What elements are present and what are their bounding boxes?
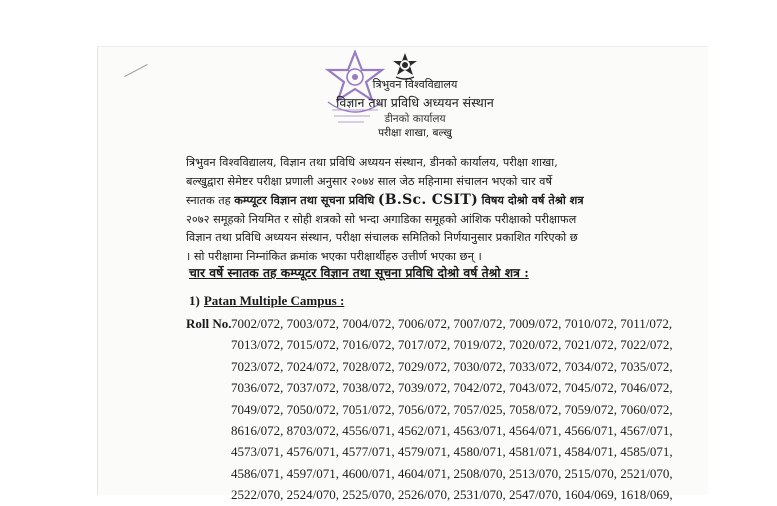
branch-name: परीक्षा शाखा, बल्खु	[378, 127, 452, 139]
university-name: त्रिभुवन विश्वविद्यालय	[372, 78, 458, 91]
notice-line: विज्ञान तथा प्रविधि अध्ययन संस्थान, परीक्षा संचालक समितिको निर्णयानुसार प्रकाशित गरिएको छ	[186, 231, 578, 244]
roll-label: Roll No.	[186, 316, 232, 331]
notice-line-program	[186, 191, 662, 211]
notice-line: २०७२ समूहको नियमित र सोही शत्रको सो भन्दा अगाडिका समूहको आंशिक परीक्षाको परीक्षाफल	[186, 212, 577, 226]
institute-name: विज्ञान तथा प्रविधि अध्ययन संस्थान	[336, 95, 494, 110]
roll-row: 2522/070, 2524/070, 2525/070, 2526/070, 2531/070, 2547/070, 1604/069, 1618/069,	[231, 487, 673, 503]
notice-line3-post: विषय दोश्रो वर्ष तेश्रो शत्र	[481, 193, 584, 207]
roll-row: 7023/072, 7024/072, 7028/072, 7029/072, 7030/072, 7033/072, 7034/072, 7035/072,	[231, 358, 673, 374]
roll-row: 7002/072, 7003/072, 7004/072, 7006/072, 7007/072, 7009/072, 7010/072, 7011/072,	[231, 316, 673, 331]
office-name: डीनको कार्यालय	[384, 113, 446, 125]
roll-row: 7013/072, 7015/072, 7016/072, 7017/072, 7019/072, 7020/072, 7021/072, 7022/072,	[231, 337, 673, 353]
campus-name: Patan Multiple Campus :	[203, 293, 345, 308]
roll-row: 8616/072, 8703/072, 4556/071, 4562/071, 4563/071, 4564/071, 4566/071, 4567/071,	[231, 423, 673, 439]
notice-paragraph	[186, 154, 662, 266]
roll-row: 4586/071, 4597/071, 4600/071, 4604/071, 2508/070, 2513/070, 2515/070, 2521/070,	[231, 465, 673, 481]
roll-row: 7049/072, 7050/072, 7051/072, 7056/072, 7057/025, 7058/072, 7059/072, 7060/072,	[231, 401, 673, 417]
notice-line3-pre: स्नातक तह	[186, 194, 231, 207]
program-name: कम्प्यूटर विज्ञान तथा सूचना प्रविधि	[234, 193, 375, 207]
roll-row: 7036/072, 7037/072, 7038/072, 7039/072, 7042/072, 7043/072, 7045/072, 7046/072,	[231, 380, 673, 396]
campus-heading	[189, 293, 344, 309]
section-title: चार वर्षे स्नातक तह कम्प्यूटर विज्ञान तथा सूचना प्रविधि दोश्रो वर्ष तेश्रो शत्र :	[189, 265, 529, 280]
notice-line: त्रिभुवन विश्वविद्यालय, विज्ञान तथा प्रविधि अध्ययन संस्थान, डीनको कार्यालय, परीक्षा शाखा,	[186, 156, 558, 169]
campus-number: 1)	[189, 293, 200, 308]
notice-line: बल्खुद्वारा सेमेष्टर परीक्षा प्रणाली अनुसार २०७४ साल जेठ महिनामा संचालन भएको चार वर्षे	[186, 174, 552, 188]
roll-row: 4573/071, 4576/071, 4577/071, 4579/071, 4580/071, 4581/071, 4584/071, 4585/071,	[231, 444, 673, 460]
program-code: (B.Sc. CSIT)	[377, 192, 479, 208]
nepal-emblem-icon	[390, 52, 420, 80]
roll-number-list	[231, 313, 681, 506]
notice-line: । सो परीक्षामा निम्नांकित क्रमांक भएका परीक्षार्थीहरु उत्तीर्ण भएका छन् ।	[186, 249, 482, 263]
